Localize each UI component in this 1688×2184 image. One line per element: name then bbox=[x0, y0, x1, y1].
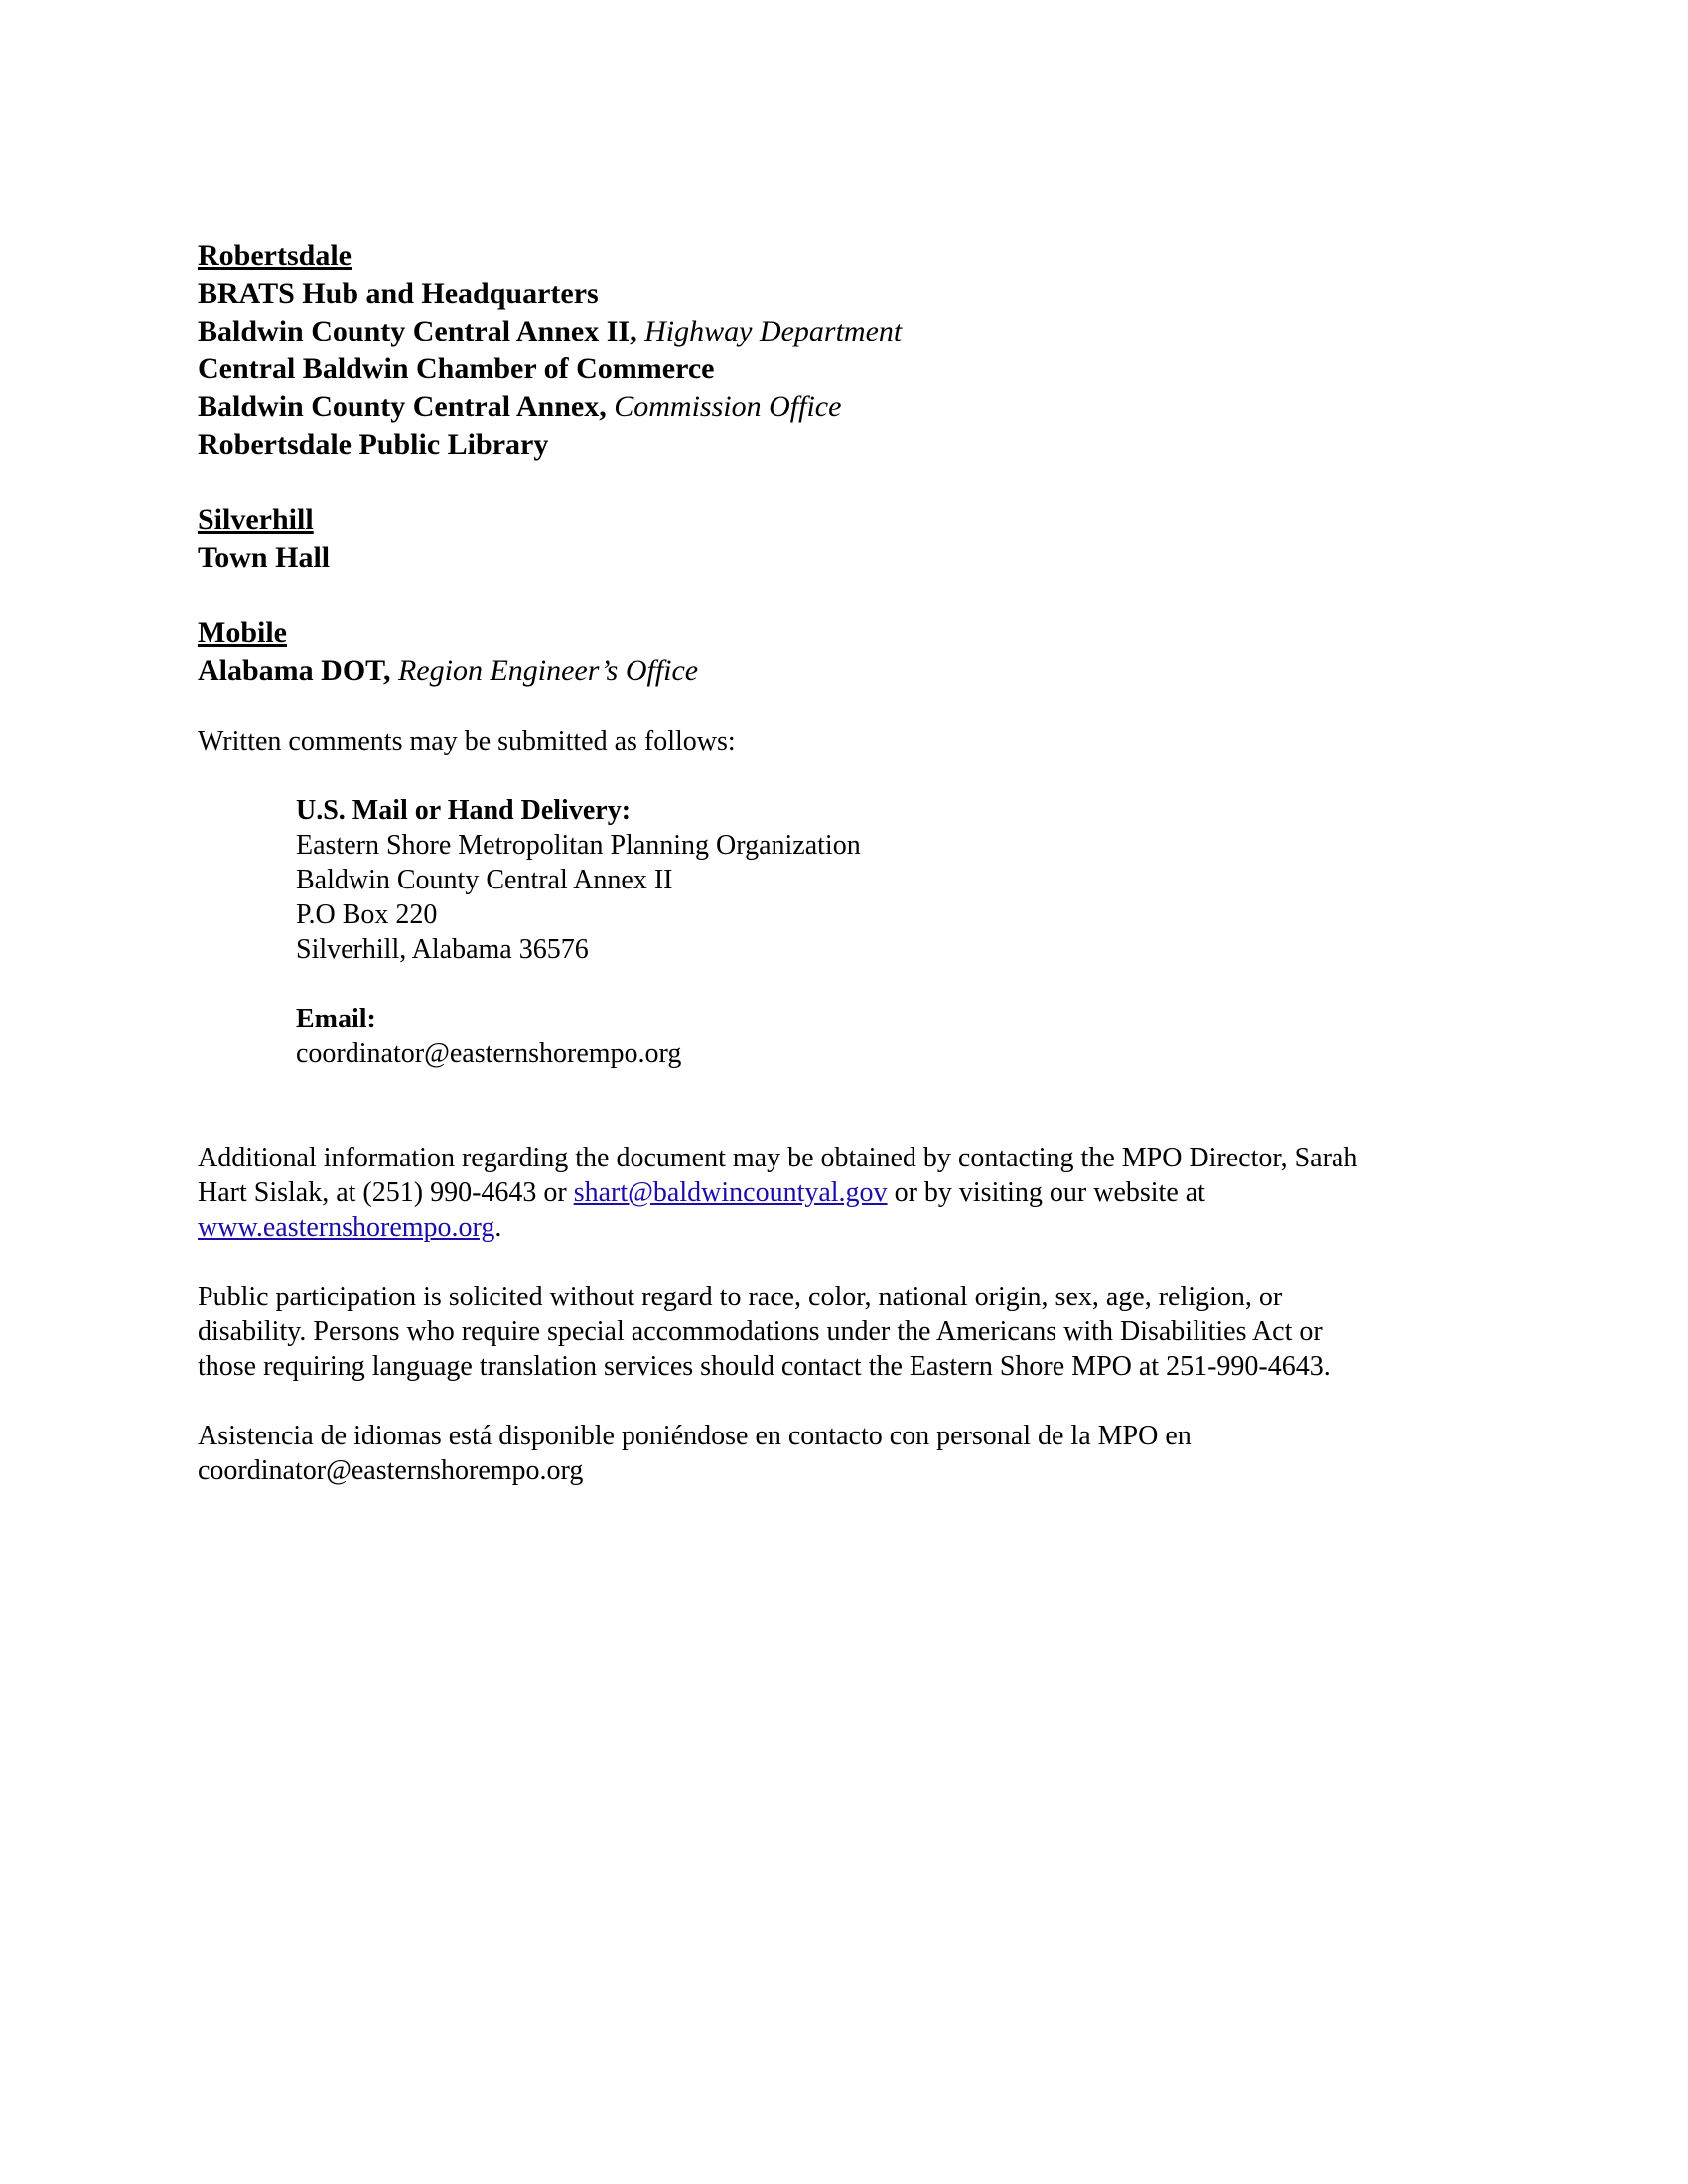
location-line: Baldwin County Central Annex II, Highway Department bbox=[198, 315, 903, 347]
location-line: Alabama DOT, Region Engineer’s Office bbox=[198, 654, 699, 687]
comments-intro: Written comments may be submitted as follows: bbox=[198, 726, 736, 756]
location-line: Baldwin County Central Annex, Commission Office bbox=[198, 390, 842, 423]
email-label: Email: bbox=[296, 1004, 376, 1034]
mail-address-line: Eastern Shore Metropolitan Planning Organization bbox=[296, 830, 861, 861]
location-line: Town Hall bbox=[198, 541, 331, 574]
mail-address-line: Silverhill, Alabama 36576 bbox=[296, 934, 589, 965]
mail-label: U.S. Mail or Hand Delivery: bbox=[296, 795, 632, 826]
additional-info-line: www.easternshorempo.org. bbox=[198, 1212, 502, 1243]
participation-line: disability. Persons who require special accommodations under the Americans with Disabilities Act or bbox=[198, 1316, 1323, 1347]
mail-address-line: Baldwin County Central Annex II bbox=[296, 865, 673, 895]
website-link[interactable]: www.easternshorempo.org bbox=[198, 1212, 495, 1243]
additional-info-line: Hart Sislak, at (251) 990-4643 or shart@baldwincountyal.gov or by visiting our website at bbox=[198, 1177, 1205, 1208]
participation-line: Public participation is solicited without regard to race, color, national origin, sex, age, religion, or bbox=[198, 1282, 1283, 1312]
location-line: Central Baldwin Chamber of Commerce bbox=[198, 352, 715, 385]
director-email-link[interactable]: shart@baldwincountyal.gov bbox=[573, 1177, 888, 1208]
mail-address-line: P.O Box 220 bbox=[296, 899, 438, 930]
spanish-notice-line: Asistencia de idiomas está disponible poniéndose en contacto con personal de la MPO en bbox=[198, 1421, 1192, 1451]
city-heading-silverhill: Silverhill bbox=[198, 503, 314, 536]
email-address: coordinator@easternshorempo.org bbox=[296, 1038, 682, 1069]
additional-info-line: Additional information regarding the document may be obtained by contacting the MPO Director, Sarah bbox=[198, 1143, 1358, 1173]
location-line: Robertsdale Public Library bbox=[198, 428, 549, 461]
spanish-notice-line: coordinator@easternshorempo.org bbox=[198, 1455, 584, 1486]
city-heading-mobile: Mobile bbox=[198, 616, 287, 649]
participation-line: those requiring language translation services should contact the Eastern Shore MPO at 251-990-4643. bbox=[198, 1351, 1331, 1382]
location-line: BRATS Hub and Headquarters bbox=[198, 277, 599, 310]
city-heading-robertsdale: Robertsdale bbox=[198, 239, 352, 272]
